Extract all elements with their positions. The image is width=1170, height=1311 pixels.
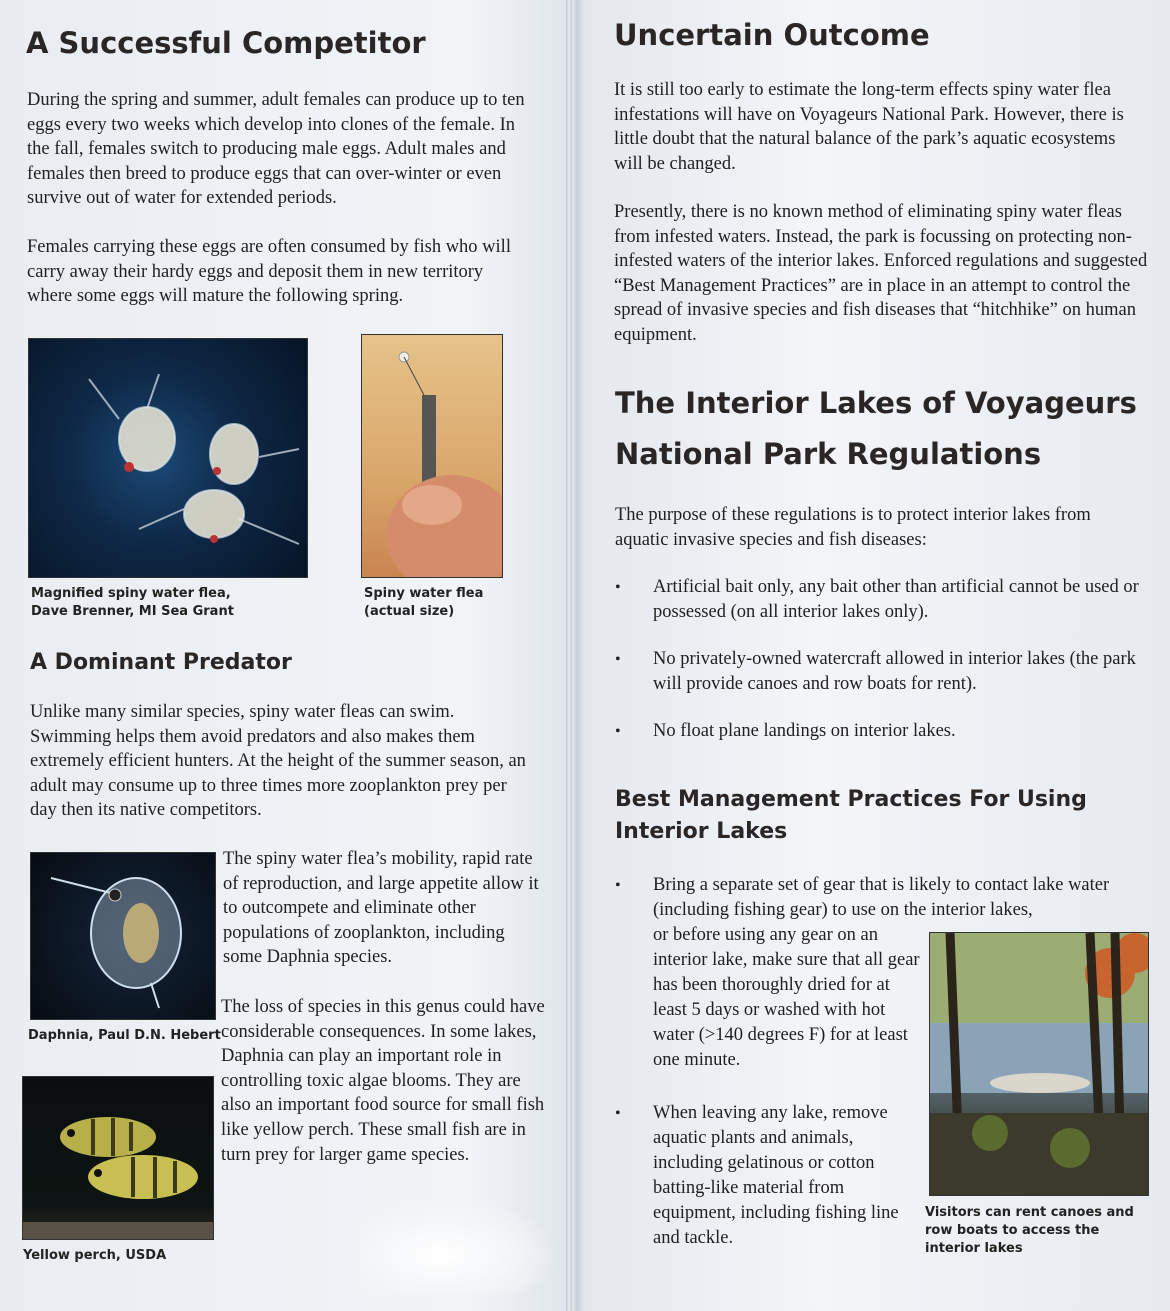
caption-canoes: Visitors can rent canoes and row boats to access the interior lakes	[925, 1205, 1134, 1256]
caption-yellow-perch: Yellow perch, USDA	[23, 1248, 167, 1263]
fingertip-illustration	[362, 335, 502, 577]
paragraph-egg-dispersal: Females carrying these eggs are often consumed by fish who will carry away their hardy eggs and deposit them in new territory where some eggs will mature the following spring.	[27, 237, 511, 307]
caption-daphnia: Daphnia, Paul D.N. Hebert	[28, 1028, 221, 1043]
actual-size-spiny-water-flea-photo	[361, 334, 503, 578]
daphnia-photo	[30, 852, 216, 1020]
bmp-item-1-narrow: or before using any gear on an interior lake, make sure that all gear has been thoroughly dried for at least 5 days or washed with hot water (>140 degrees F) for at least one minute.	[653, 925, 920, 1070]
daphnia-illustration	[31, 853, 215, 1019]
heading-uncertain-outcome: Uncertain Outcome	[614, 18, 930, 52]
regulations-list	[615, 575, 1145, 744]
right-column	[572, 0, 1170, 1311]
lake-scene-illustration	[930, 933, 1148, 1195]
regulation-item: • No privately-owned watercraft allowed in interior lakes (the park will provide canoes and row boats for rent).	[615, 647, 1145, 697]
water-flea-illustration	[29, 339, 307, 577]
heading-dominant-predator: A Dominant Predator	[30, 650, 292, 675]
caption-magnified-flea: Magnified spiny water flea, Dave Brenner, MI Sea Grant	[31, 586, 234, 619]
heading-best-management-practices: Best Management Practices For Using Interior Lakes	[615, 787, 1087, 844]
heading-successful-competitor: A Successful Competitor	[26, 26, 426, 60]
canoe-lake-photo	[929, 932, 1149, 1196]
left-column	[0, 0, 566, 1311]
regulation-item: • No float plane landings on interior lakes.	[615, 719, 1145, 744]
paragraph-reproduction: During the spring and summer, adult females can produce up to ten eggs every two weeks which develop into clones of the female. In the fall, females switch to producing male eggs. Adult males and females then breed to produce eggs that can over-winter or even survive out of water for extended periods.	[27, 90, 525, 209]
magnified-spiny-water-flea-photo	[28, 338, 308, 578]
paper-tear-mark	[360, 1195, 560, 1295]
paragraph-too-early: It is still too early to estimate the long-term effects spiny water flea infestations will have on Voyageurs National Park. However, there is little doubt that the natural balance of the park’s aquatic ecosystems will be changed.	[614, 80, 1124, 174]
heading-interior-lakes-regulations: The Interior Lakes of Voyageurs National Park Regulations	[615, 386, 1137, 471]
caption-actual-size: Spiny water flea (actual size)	[364, 586, 484, 619]
paragraph-no-known-method: Presently, there is no known method of eliminating spiny water fleas from infested waters. Instead, the park is focussing on protecting non-infested waters of the interior lakes. Enforced regulations and suggested “Best Management Practices” are in place in an attempt to control the spread of invasive species and fish diseases that “hitchhike” on human equipment.	[614, 202, 1148, 345]
bmp-item: • When leaving any lake, remove aquatic plants and animals, including gelatinous or cotton batting-like material from equipment, including fishing line and tackle.	[615, 1101, 925, 1251]
paragraph-mobility: The spiny water flea’s mobility, rapid rate of reproduction, and large appetite allow it to outcompete and eliminate other populations of zooplankton, including some Daphnia species.	[223, 849, 539, 968]
paragraph-swimming: Unlike many similar species, spiny water fleas can swim. Swimming helps them avoid predators and also makes them extremely efficient hunters. At the height of the summer season, an adult may consume up to three times more zooplankton prey per day then its native competitors.	[30, 702, 526, 821]
perch-illustration	[23, 1077, 213, 1239]
paragraph-loss-of-species: The loss of species in this genus could have considerable consequences. In some lakes, Daphnia can play an important role in controlling toxic algae blooms. They are also an important food source for small fish like yellow perch. These small fish are in turn prey for larger game species.	[221, 997, 545, 1165]
regulation-item: • Artificial bait only, any bait other than artificial cannot be used or possessed (on all interior lakes only).	[615, 575, 1145, 625]
yellow-perch-photo	[22, 1076, 214, 1240]
paragraph-purpose: The purpose of these regulations is to protect interior lakes from aquatic invasive species and fish diseases:	[615, 505, 1091, 550]
bmp-list-2	[615, 1101, 925, 1251]
bmp-item-1-full: • Bring a separate set of gear that is likely to contact lake water (including fishing gear) to use on the interior lakes,	[653, 875, 1110, 920]
